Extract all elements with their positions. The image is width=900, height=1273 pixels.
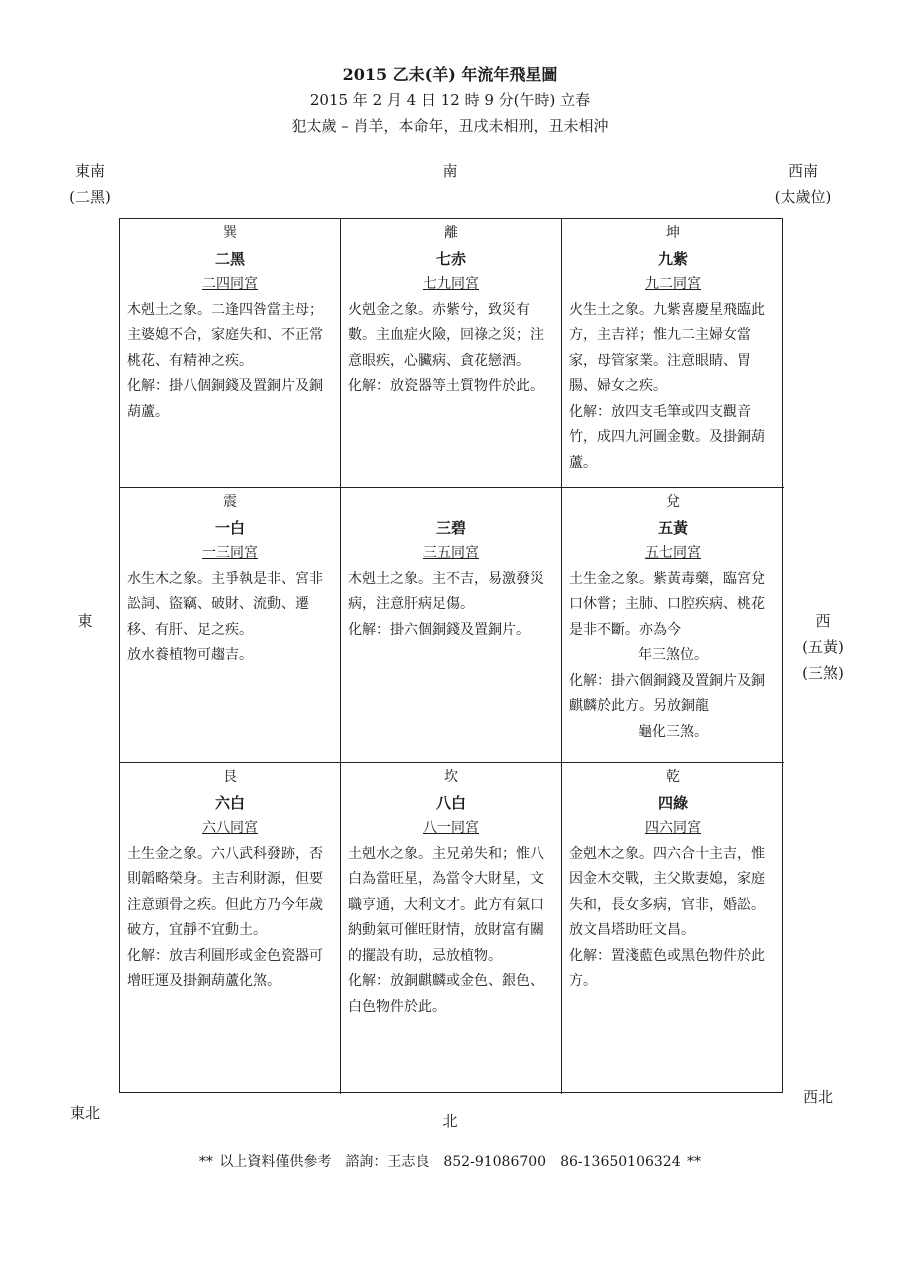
palace-label: 二四同宮: [202, 276, 258, 292]
cell-kan: [341, 763, 562, 1094]
direction-label: 西: [815, 612, 831, 630]
trigram-label: 艮: [223, 769, 237, 785]
cell-body: [348, 842, 554, 1021]
trigram-label: 兌: [666, 494, 680, 510]
cell-text: 化解：放瓷器等土質物件於此。: [348, 378, 544, 394]
trigram-label: 離: [444, 225, 458, 241]
cell-text: 化解：放吉利圓形或金色瓷器可增旺運及掛銅葫蘆化煞。: [127, 947, 323, 989]
direction-label: 東南: [74, 162, 105, 180]
cell-body: [127, 842, 333, 995]
direction-northwest: 西北: [802, 1088, 833, 1106]
cell-text: 水生木之象。主爭執是非、宮非訟詞、盜竊、破財、流動、遷移、有肝、足之疾。: [127, 570, 323, 638]
palace-label: 四六同宮: [645, 820, 701, 836]
star-name: 八白: [435, 793, 466, 812]
direction-note: (五黃): [802, 638, 844, 656]
cell-qian: [562, 763, 784, 1094]
cell-body: [127, 298, 333, 426]
cell-center: [341, 488, 562, 763]
cell-text: 火生土之象。九紫喜慶星飛臨此方，主吉祥；惟九二主婦女當家，母管家業。注意眼睛、胃腸、婦女之疾。: [569, 301, 765, 394]
page-title: 2015 乙未(羊) 年流年飛星圖: [342, 65, 558, 84]
cell-kun: [562, 219, 784, 488]
cell-text: 放水養植物可趨吉。: [127, 647, 253, 663]
trigram-label: 乾: [666, 769, 680, 785]
cell-xun: [120, 219, 341, 488]
direction-label: 西南: [787, 162, 818, 180]
cell-text: 化解：放銅麒麟或金色、銀色、白色物件於此。: [348, 973, 544, 1015]
star-name: 五黃: [657, 518, 688, 537]
trigram-label: 坎: [444, 769, 458, 785]
palace-label: 一三同宮: [202, 545, 258, 561]
direction-northeast: 東北: [69, 1104, 100, 1122]
cell-text: 化解：掛六個銅錢及置銅片。: [348, 621, 530, 638]
palace-label: 九二同宮: [645, 276, 701, 292]
trigram-label: [348, 490, 554, 516]
trigram-label: 巽: [223, 225, 237, 241]
cell-text: 土剋水之象。主兄弟失和；惟八白為當旺星，為當令大財星，文職亨通，大利文才。此方有氣口納動氣可催旺財情，放財富有關的擺設有助，忌放植物。: [348, 845, 544, 964]
star-name: 四綠: [657, 793, 688, 812]
trigram-label: 坤: [666, 225, 680, 241]
direction-southeast: [60, 158, 120, 210]
cell-body: [348, 298, 554, 400]
cell-text: 年三煞位。: [638, 647, 708, 663]
direction-south: 南: [442, 162, 458, 180]
palace-label: 三五同宮: [423, 545, 479, 561]
cell-text: 木剋土之象。二逢四咎當主母；主婆媳不合，家庭失和、不正常桃花、有精神之疾。: [127, 301, 323, 369]
cell-text: 化解：置淺藍色或黑色物件於此方。: [569, 947, 765, 989]
cell-body: [127, 567, 333, 669]
cell-dui: [562, 488, 784, 763]
cell-body: [569, 298, 777, 477]
cell-text: 龜化三煞。: [638, 723, 708, 740]
star-name: 三碧: [435, 518, 466, 537]
direction-north: 北: [442, 1112, 458, 1130]
cell-text: 金剋木之象。四六合十主吉，惟因金木交戰，主父欺妻媳，家庭失和，長女多病，官非，婚訟。放文昌塔助旺文昌。: [569, 845, 765, 938]
cell-text: 土生金之象。紫黃毒藥，臨宮兌口休嘗；主肺、口腔疾病、桃花是非不斷。亦為今: [569, 570, 765, 638]
cell-text: 土生金之象。六八武科發跡，否則韜略榮身。主吉利財源，但要注意頭骨之疾。但此方乃今年歲破方，宜靜不宜動土。: [127, 845, 323, 938]
star-name: 六白: [214, 793, 245, 812]
cell-zhen: [120, 488, 341, 763]
star-name: 一白: [214, 518, 245, 537]
cell-text: 火剋金之象。赤紫兮，致災有數。主血症火險，回祿之災；注意眼疾，心臟病、貪花戀酒。: [348, 301, 544, 369]
cell-gen: [120, 763, 341, 1094]
palace-label: 七九同宮: [423, 276, 479, 292]
trigram-label: 震: [223, 494, 237, 510]
palace-label: 六八同宮: [202, 820, 258, 836]
direction-note: (太歲位): [774, 188, 832, 206]
star-name: 二黑: [214, 249, 245, 268]
cell-text: 化解：掛六個銅錢及置銅片及銅麒麟於此方。另放銅龍: [569, 672, 765, 714]
page-subtitle: 2015 年 2 月 4 日 12 時 9 分(午時) 立春: [309, 91, 591, 109]
star-name: 九紫: [657, 249, 688, 268]
star-name: 七赤: [435, 249, 466, 268]
cell-li: [341, 219, 562, 488]
flying-star-grid: [119, 218, 783, 1093]
direction-east: 東: [77, 612, 93, 630]
direction-west: [793, 608, 853, 686]
cell-body: [348, 567, 554, 644]
direction-southwest: [758, 158, 848, 210]
cell-text: 木剋土之象。主不吉，易激發災病，注意肝病足傷。: [348, 570, 544, 612]
direction-note: (三煞): [802, 664, 844, 682]
palace-label: 五七同宮: [645, 545, 701, 561]
palace-label: 八一同宮: [423, 820, 479, 836]
cell-text: 化解：放四支毛筆或四支觀音竹，成四九河圖金數。及掛銅葫蘆。: [569, 403, 765, 471]
cell-text: 化解：掛八個銅錢及置銅片及銅葫蘆。: [127, 378, 323, 420]
cell-body: [569, 842, 777, 995]
direction-note: (二黑): [69, 188, 111, 206]
page-subtitle-2: 犯太歲 – 肖羊，本命年，丑戌未相刑，丑未相沖: [291, 117, 609, 135]
cell-body: [569, 567, 777, 746]
contact-footer: ** 以上資料僅供參考 諮詢：王志良 852-91086700 86-13650106324 **: [198, 1154, 702, 1170]
